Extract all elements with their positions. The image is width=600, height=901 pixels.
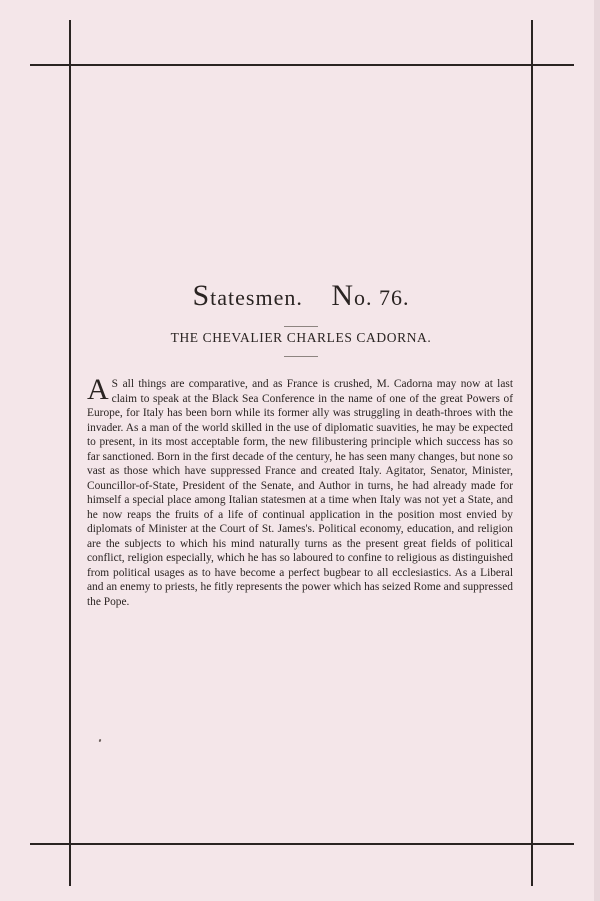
heading-number: No. 76.: [331, 279, 410, 312]
drop-cap: A: [87, 373, 109, 406]
right-border-rule: [531, 20, 533, 886]
section-heading: [70, 279, 532, 313]
article-body: [87, 373, 513, 609]
bottom-border-rule: [30, 843, 574, 845]
drop-cap-continuation: S: [111, 378, 119, 390]
paper-speck: [99, 739, 102, 743]
page-edge: [594, 0, 600, 901]
title-rule-bottom: [284, 356, 318, 357]
title-rule-top: [284, 326, 318, 327]
left-border-rule: [69, 20, 71, 886]
heading-statesmen: Statesmen.: [192, 279, 303, 312]
article-title: THE CHEVALIER CHARLES CADORNA.: [170, 330, 432, 345]
top-border-rule: [30, 64, 574, 66]
article-text: all things are comparative, and as France is crushed, M. Cadorna may now at last claim to speak at the Black Sea Conference in the name of one of the great Powers of Europe, for Italy has been born while its former ally was struggling in death-throes with the invader. As a man of the world skilled in the use of diplomatic suavities, he may be expected to present, in its most acceptable form, the new filibustering principle which success has so far sanctioned. Born in the first decade of the century, he has seen many changes, but none so vast as those which have suppressed France and created Italy. Agitator, Senator, Minister, Councillor-of-State, President of the Senate, and Author in turns, he had already made for himself a special place among Italian statesmen at a time when Italy was not yet a State, and he now reaps the fruits of a life of continual application in the position most envied by diplomats of Minister at the Court of St. James's. Political economy, education, and religion are the subjects to which his mind naturally turns as the present great fields of political conflict, religion especially, which he has so laboured to confine to religious as distinguished from political usages as to have become a perfect bugbear to all ecclesiastics. As a Liberal and an enemy to priests, he fitly represents the power which has seized Rome and suppressed the Pope.: [87, 378, 513, 608]
